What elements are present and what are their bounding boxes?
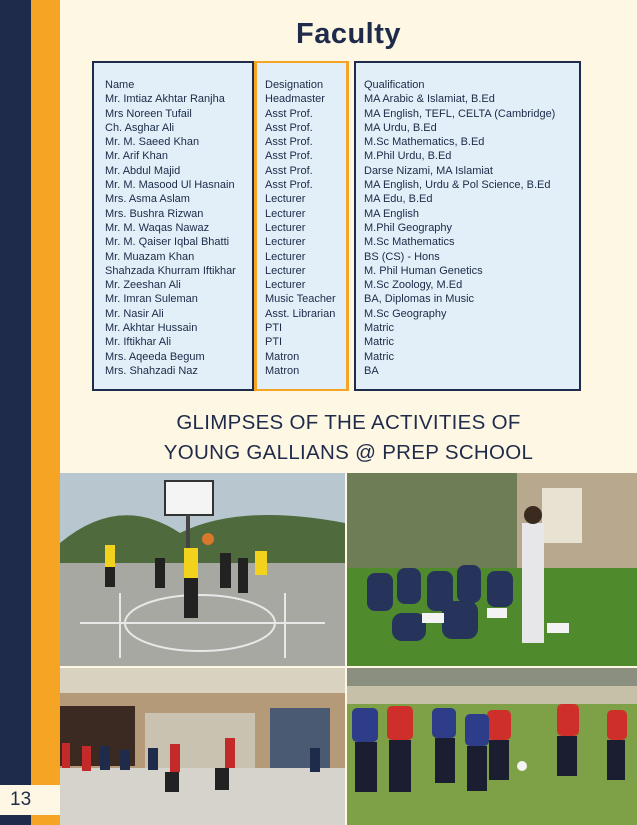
qualification-cell: Matric	[364, 322, 394, 335]
qualification-cell: M.Sc Geography	[364, 307, 447, 320]
name-cell: Ch. Asghar Ali	[105, 121, 175, 134]
name-cell: Mrs. Asma Aslam	[105, 193, 190, 206]
page-number: 13	[0, 785, 60, 815]
name-cell: Shahzada Khurram Iftikhar	[105, 264, 236, 277]
navy-side-stripe	[0, 0, 31, 825]
qualification-cell: MA Urdu, B.Ed	[364, 121, 437, 134]
name-cell: Mr. Iftikhar Ali	[105, 336, 172, 349]
designation-cell: Asst Prof.	[265, 179, 313, 192]
name-header: Name	[105, 79, 135, 91]
name-cell: Mrs. Bushra Rizwan	[105, 207, 204, 220]
name-cell: Mrs Noreen Tufail	[105, 107, 192, 120]
qualification-cell: Darse Nizami, MA Islamiat	[364, 164, 493, 177]
qualification-cell: BA, Diplomas in Music	[364, 293, 475, 306]
qualification-cell: MA English	[364, 207, 420, 220]
name-cell: Mr. Nasir Ali	[105, 307, 164, 320]
designation-cell: Asst Prof.	[265, 121, 313, 134]
qualification-cell: M. Phil Human Genetics	[364, 264, 483, 277]
qualification-header: Qualification	[364, 79, 425, 91]
courtyard-activity-photo	[60, 668, 345, 825]
designation-cell: Asst. Librarian	[265, 307, 336, 320]
qualification-cell: MA English, TEFL, CELTA (Cambridge)	[364, 107, 556, 120]
qualification-cell: Matric	[364, 336, 394, 349]
name-cell: Mrs. Shahzadi Naz	[105, 364, 198, 377]
designation-cell: Asst Prof.	[265, 164, 313, 177]
name-cell: Mrs. Aqeeda Begum	[105, 350, 205, 363]
name-cell: Mr. Arif Khan	[105, 150, 168, 163]
designation-cell: Asst Prof.	[265, 150, 313, 163]
qualification-cell: M.Sc Mathematics	[364, 236, 455, 249]
name-cell: Mr. M. Waqas Nawaz	[105, 221, 210, 234]
name-cell: Mr. M. Saeed Khan	[105, 136, 200, 149]
qualification-cell: M.Phil Urdu, B.Ed	[364, 150, 452, 163]
designation-cell: Lecturer	[265, 264, 306, 277]
designation-header: Designation	[265, 79, 324, 91]
name-cell: Mr. Imtiaz Akhtar Ranjha	[105, 93, 225, 106]
outdoor-study-group-photo	[347, 473, 637, 666]
designation-cell: Asst Prof.	[265, 107, 313, 120]
qualification-cell: BS (CS) - Hons	[364, 250, 440, 263]
name-column	[92, 61, 254, 391]
name-cell: Mr. M. Masood Ul Hasnain	[105, 179, 235, 192]
qualification-cell: MA English, Urdu & Pol Science, B.Ed	[364, 179, 551, 192]
gold-side-stripe	[31, 0, 60, 825]
designation-cell: Lecturer	[265, 250, 306, 263]
name-cell: Mr. Imran Suleman	[105, 293, 198, 306]
qualification-cell: M.Sc Mathematics, B.Ed	[364, 136, 485, 149]
qualification-column	[354, 61, 581, 391]
qualification-cell: MA Arabic & Islamiat, B.Ed	[364, 93, 495, 106]
name-cell: Mr. Zeeshan Ali	[105, 279, 181, 292]
designation-cell: Matron	[265, 364, 300, 377]
designation-column	[254, 61, 349, 391]
designation-cell: PTI	[265, 322, 283, 335]
name-cell: Mr. Akhtar Hussain	[105, 322, 198, 335]
football-game-photo	[347, 668, 637, 825]
qualification-cell: M.Phil Geography	[364, 221, 453, 234]
designation-cell: Lecturer	[265, 207, 306, 220]
designation-cell: Headmaster	[265, 93, 325, 106]
name-cell: Mr. Abdul Majid	[105, 164, 181, 177]
designation-cell: Asst Prof.	[265, 136, 313, 149]
qualification-cell: Matric	[364, 350, 394, 363]
designation-cell: Music Teacher	[265, 293, 336, 306]
glimpses-heading-line1: GLIMPSES OF THE ACTIVITIES OF	[176, 411, 521, 434]
qualification-cell: M.Sc Zoology, M.Ed	[364, 279, 463, 292]
faculty-table	[92, 61, 581, 391]
name-cell: Mr. Muazam Khan	[105, 250, 195, 263]
designation-cell: Lecturer	[265, 236, 306, 249]
name-cell: Mr. M. Qaiser Iqbal Bhatti	[105, 236, 230, 249]
designation-cell: Lecturer	[265, 193, 306, 206]
designation-cell: Lecturer	[265, 279, 306, 292]
glimpses-heading-line2: YOUNG GALLIANS @ PREP SCHOOL	[163, 441, 534, 464]
qualification-cell: MA Edu, B.Ed	[364, 193, 433, 206]
basketball-game-photo	[60, 473, 345, 666]
designation-cell: Lecturer	[265, 221, 306, 234]
page-title: Faculty	[295, 18, 402, 50]
qualification-cell: BA	[364, 364, 379, 377]
designation-cell: Matron	[265, 350, 300, 363]
designation-cell: PTI	[265, 336, 283, 349]
